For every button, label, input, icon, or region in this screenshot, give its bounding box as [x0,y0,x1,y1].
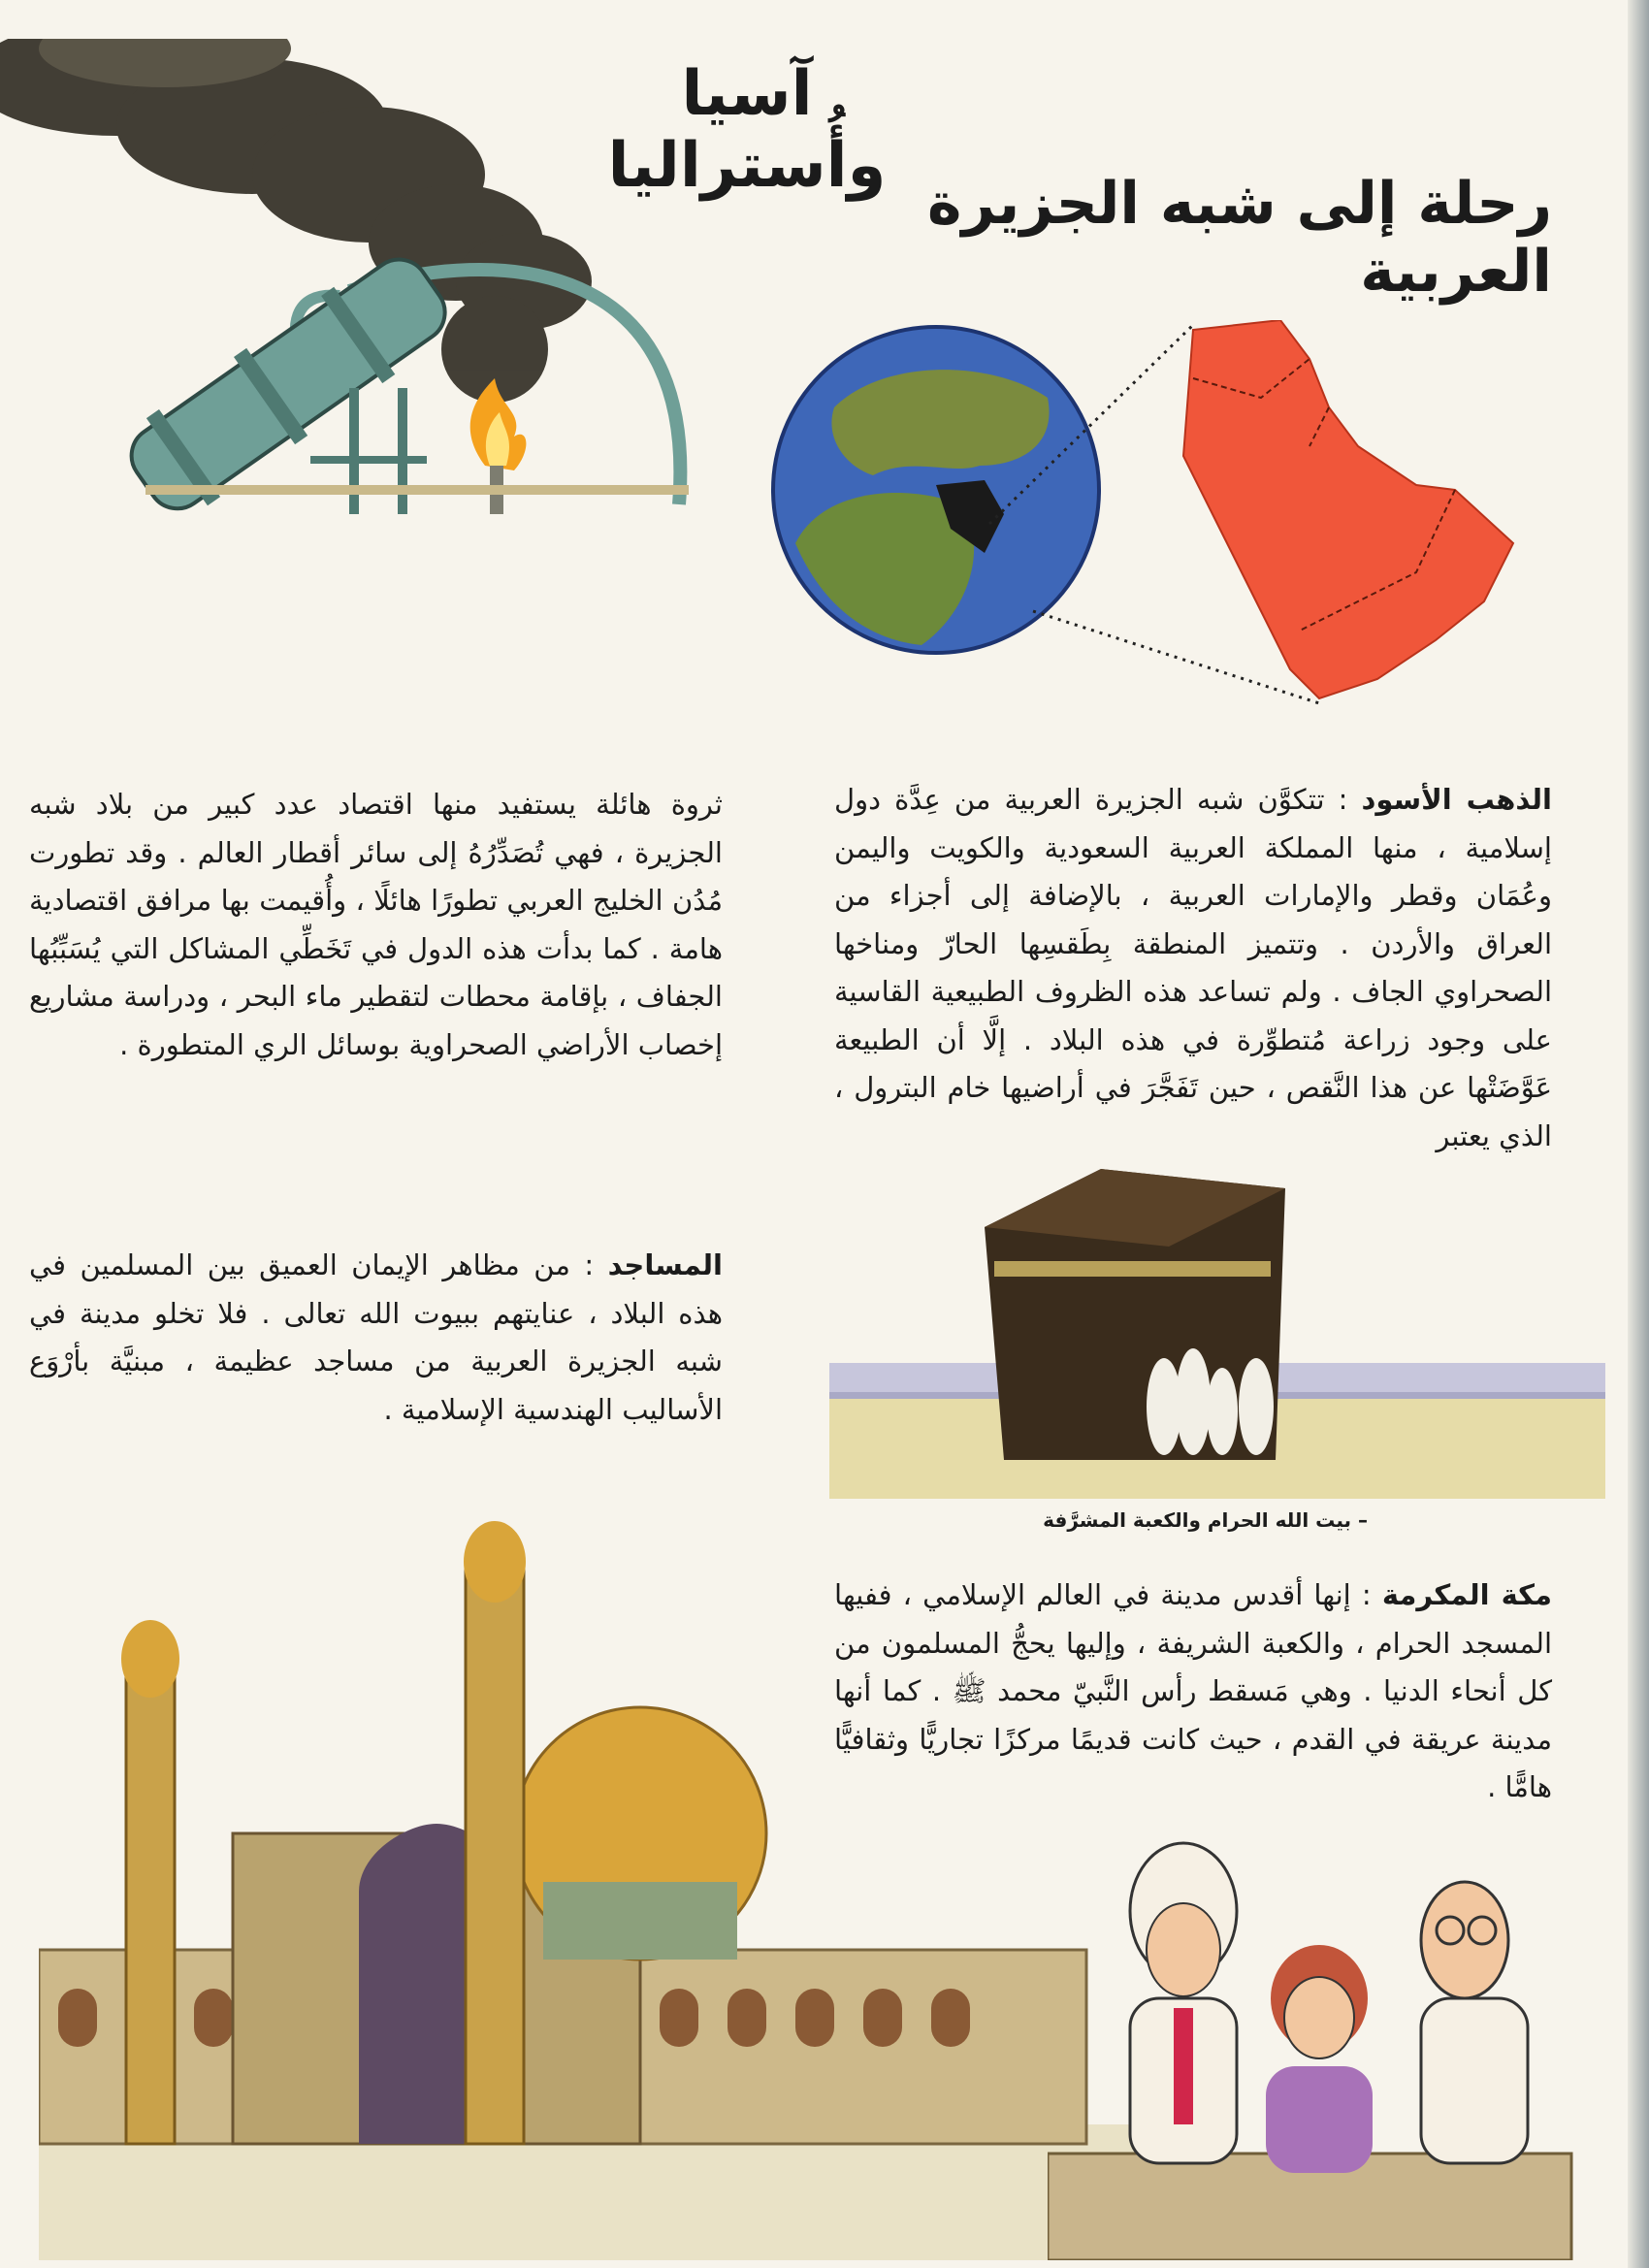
oil-refinery-illustration [0,39,737,524]
minaret-right [466,1562,524,2144]
paragraph-black-gold-lead: الذهب الأسود [1361,783,1552,816]
paragraph-mecca-text: : إنها أقدس مدينة في العالم الإسلامي ، ففيها المسجد الحرام ، والكعبة الشريفة ، وإليها يحجُّ المسلمون من كل أنحاء الدنيا . وهي مَسقط رأس النَّبيّ محمد ﷺ . كما أنها مدينة عريقة في القدم ، حيث كانت قديمًا مركزًا تجاريًّا وثقافيًّا هامًّا . [834,1578,1552,1803]
kaaba-svg [829,1169,1605,1499]
paragraph-black-gold [834,776,1552,1160]
guide-man-glasses [1421,1882,1528,2163]
paragraph-black-gold-text: : تتكوَّن شبه الجزيرة العربية من عِدَّة دول إسلامية ، منها المملكة العربية السعودية والكويت واليمن وعُمَان وقطر والإمارات العربية ، بالإضافة إلى أجزاء من العراق والأردن . وتتميز المنطقة بِطَقسِها الحارّ ومناخها الصحراوي الجاف . ولم تساعد هذه الظروف الطبيعية القاسية على وجود زراعة مُتطوِّرة في هذه البلاد . إلَّا أن الطبيعة عَوَّضَتْها عن هذا النَّقص ، حين تَفَجَّرَ في أراضيها خام البترول ، الذي يعتبر [834,783,1552,1152]
arabia-map-svg [1164,320,1523,708]
mosque-svg [39,1504,1164,2260]
refinery-tank [114,241,689,524]
paragraph-mosques-text: : من مظاهر الإيمان العميق بين المسلمين في هذه البلاد ، عنايتهم ببيوت الله تعالى . فلا تخلو مدينة في شبه الجزيرة العربية من مساجد عظيمة ، مبنيَّة بأرْوَع الأساليب الهندسية الإسلامية . [29,1248,723,1426]
paragraph-mecca-lead: مكة المكرمة [1381,1578,1552,1611]
kaaba-illustration [829,1169,1605,1499]
guide-girl [1266,1945,1373,2173]
kaaba-caption: – بيت الله الحرام والكعبة المشرَّفة [1043,1508,1368,1532]
cartoon-guides-illustration [1048,1775,1591,2260]
paragraph-mosques-lead: المساجد [607,1248,723,1281]
page-title: رحلة إلى شبه الجزيرة العربية [927,170,1552,306]
mosque-illustration [39,1504,1164,2260]
paragraph-oil-wealth [29,781,723,1069]
arabian-peninsula-map [1164,320,1523,708]
guide-with-headscarf [1130,1843,1237,2163]
paragraph-oil-wealth-text: ثروة هائلة يستفيد منها اقتصاد عدد كبير من بلاد شبه الجزيرة ، فهي تُصَدِّرُهُ إلى سائر أقطار العالم . وقد تطورت مُدُن الخليج العربي تطورًا هائلًا ، وأُقيمت بها مرافق اقتصادية هامة . كما بدأت هذه الدول في تَخَطِّي المشاكل التي يُسَبِّبُها الجفاف ، بإقامة محطات لتقطير ماء البحر ، ودراسة مشاريع إخصاب الأراضي الصحراوية بوسائل الري المتطورة . [29,788,723,1061]
minaret-left [126,1659,175,2144]
oil-refinery-svg [0,39,737,524]
section-title: آسيا وأُستراليا [607,58,887,202]
paragraph-mosques [29,1242,723,1434]
cartoon-guides-svg [1048,1775,1591,2260]
page-edge-shadow [1628,0,1649,2268]
